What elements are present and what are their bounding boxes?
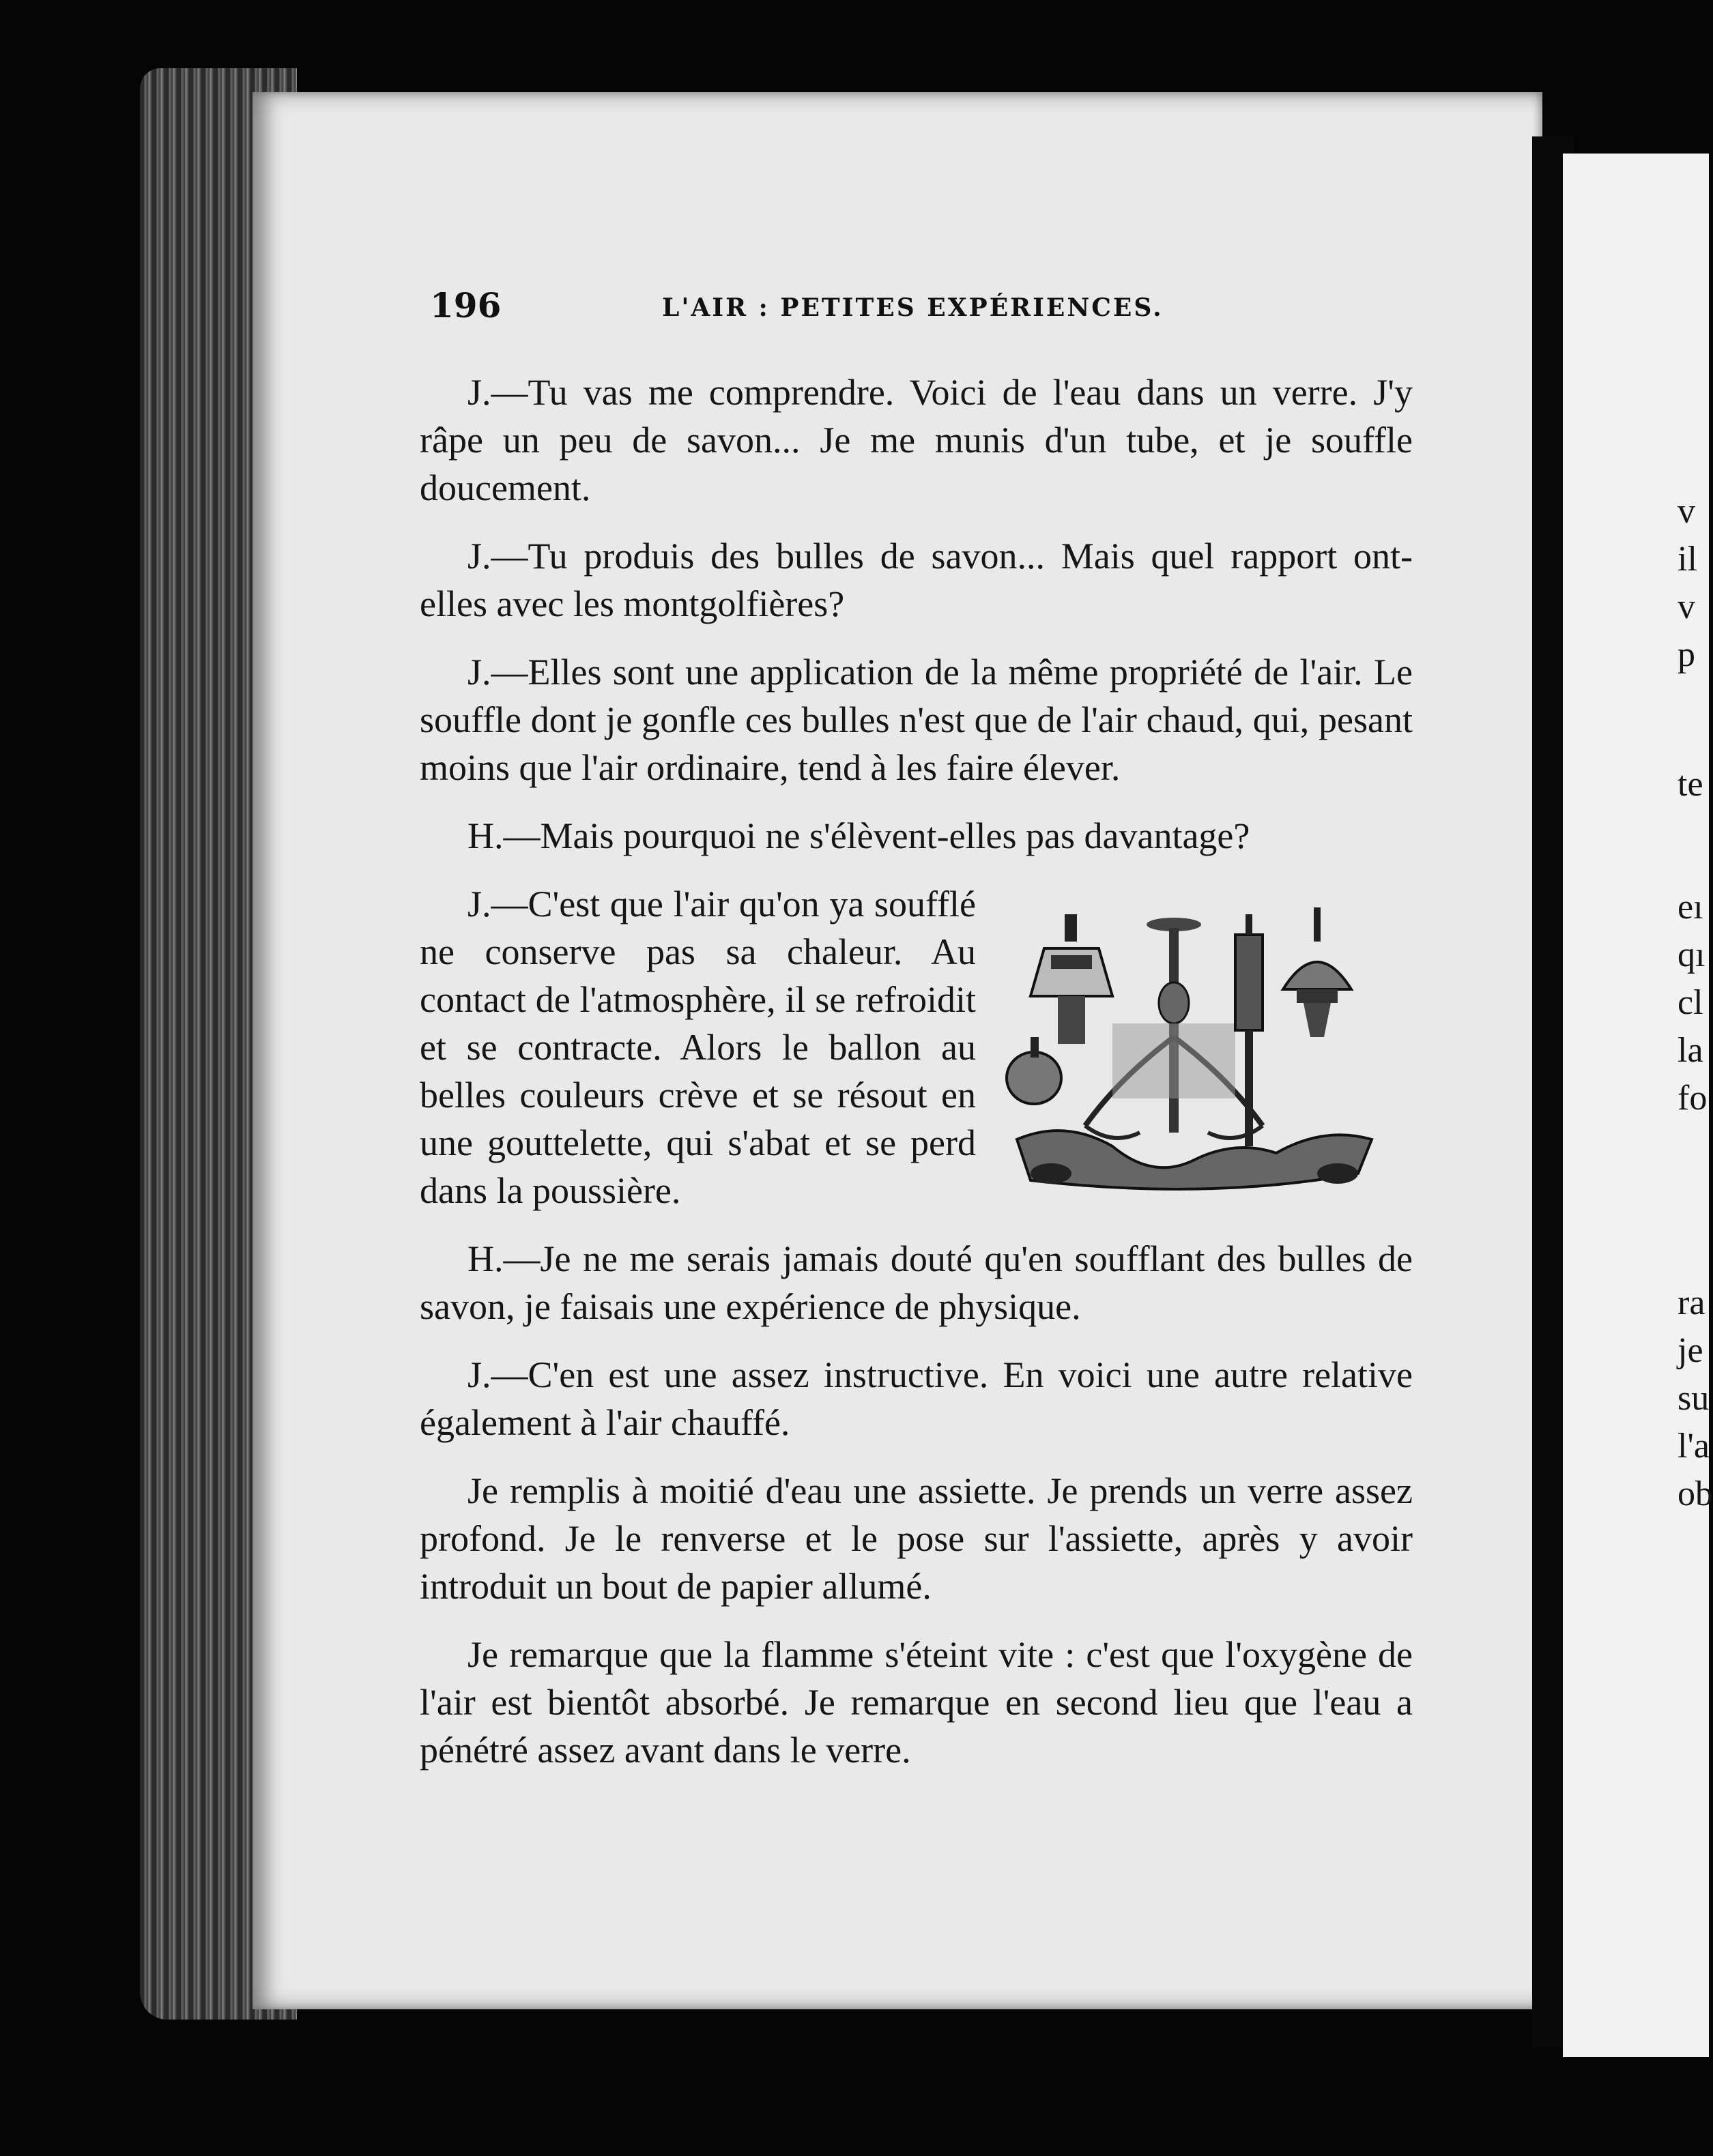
right-fragment: su [1678, 1379, 1710, 1418]
right-fragment: qı [1678, 935, 1705, 974]
paragraph-4: H.—Mais pourquoi ne s'élèvent-elles pas davantage? [467, 815, 1250, 856]
right-fragment: fo [1678, 1079, 1708, 1118]
paragraph-6: H.—Je ne me serais jamais douté qu'en soufflant des bulles de savon, je faisais une expérience de physique. [420, 1238, 1413, 1327]
page-header [430, 285, 1406, 340]
running-title: L'AIR : PETITES EXPÉRIENCES. [662, 293, 1164, 322]
right-fragment: cl [1678, 983, 1703, 1022]
paragraph-8: Je remplis à moitié d'eau une assiette. Je prends un verre assez profond. Je le renverse et le pose sur l'assiette, après y avoir introduit un bout de papier allumé. [420, 1470, 1413, 1607]
right-fragment: l'a [1678, 1427, 1710, 1466]
right-fragment: te [1678, 765, 1703, 804]
right-fragment: ra [1678, 1283, 1705, 1322]
paragraph-3: J.—Elles sont une application de la même propriété de l'air. Le souffle dont je gonfle ces bulles n'est que de l'air chaud, qui, pesant moins que l'air ordinaire, tend à les faire élever. [420, 652, 1413, 788]
right-fragment: il [1678, 540, 1697, 579]
right-fragment: v [1678, 492, 1695, 531]
lamps-engraving [1003, 901, 1385, 1201]
paragraph-1: J.—Tu vas me comprendre. Voici de l'eau dans un verre. J'y râpe un peu de savon... Je me munis d'un tube, et je souffle doucement. [420, 372, 1413, 508]
body-text [420, 368, 1413, 1794]
right-fragment: eı [1678, 888, 1703, 927]
paragraph-7: J.—C'en est une assez instructive. En voici une autre relative également à l'air chauffé. [420, 1354, 1413, 1443]
lamps-illustration [1003, 901, 1385, 1201]
paragraph-2: J.—Tu produis des bulles de savon... Mais quel rapport ont-elles avec les montgolfières? [420, 536, 1413, 624]
right-fragment: ob [1678, 1474, 1713, 1513]
right-fragment: v [1678, 587, 1695, 626]
paragraph-9: Je remarque que la flamme s'éteint vite : c'est que l'oxygène de l'air est bientôt absorbé. Je remarque en second lieu que l'eau a pénétré assez avant dans le verre. [420, 1634, 1413, 1771]
paragraph-5: J.—C'est que l'air qu'on ya soufflé ne conserve pas sa chaleur. Au contact de l'atmosphère, il se refroidit et se contracte. Alors le ballon au belles couleurs crève et se résout en une gouttelette, qui s'abat et se perd dans la poussière. [420, 884, 976, 1211]
right-fragment: la [1678, 1031, 1703, 1070]
right-fragment: je [1678, 1331, 1703, 1370]
page-number: 196 [430, 285, 502, 325]
paragraph-with-illustration [420, 880, 1413, 1214]
right-fragment: p [1678, 635, 1695, 674]
